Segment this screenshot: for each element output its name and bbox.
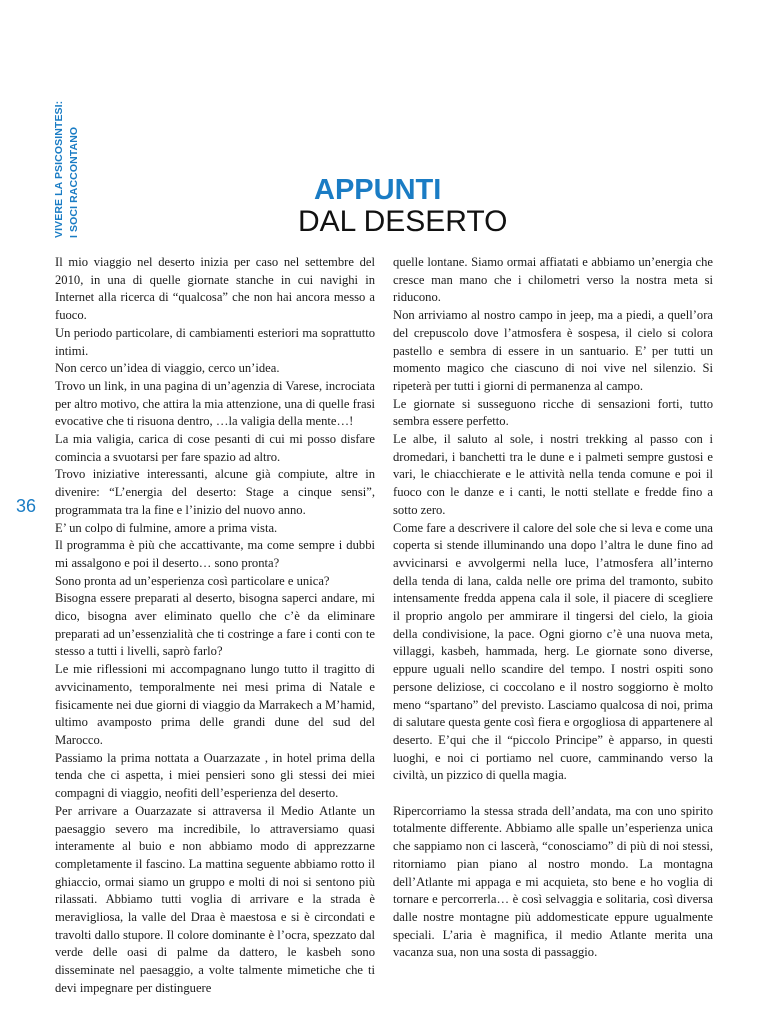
title-line1: APPUNTI (314, 174, 442, 206)
paragraph: Il mio viaggio nel deserto inizia per caso nel settembre del 2010, in una di quelle giornate stanche in cui navighi in Internet alla ricerca di “qualcosa” che non hai ancora messo a fuoco. (55, 255, 375, 323)
paragraph: Le giornate si susseguono ricche di sensazioni forti, tutto sembra essere perfetto. (393, 396, 713, 429)
section-label-line2: I SOCI RACCONTANO (68, 126, 80, 238)
paragraph: Come fare a descrivere il calore del sole che si leva e come una coperta si stende illuminando una dopo l’altra le dune fino ad avvicinarsi e avvolgermi nella luce, l’atmosfera all’interno della tenda di lana, calda nelle ore prima del tramonto, subito intensamente fredda appena cala il sole, il piacere di scegliere il proprio angolo per ammirare il tingersi del cielo, la gioia della condivisione, la pace. Ogni giorno c’è una nuova meta, villaggi, kasbeh, hammada, herg. Le giornate sono diverse, eppure uguali nello scandire del tempo. I nostri ospiti sono persone deliziose, ci coccolano e il nostro soggiorno è molto meno “spartano” del previsto. Lasciamo qualcosa di noi, prima di salutare questa gente così fiera e orgogliosa di appartenere al deserto. E’qui che il “piccolo Principe” è apparso, in questi luoghi, e noi ci portiamo nel cuore, camminando verso la civiltà, un pizzico di quella magia. (393, 520, 713, 783)
paragraph: La mia valigia, carica di cose pesanti di cui mi posso disfare comincia a svuotarsi per fare spazio ad altro. (55, 432, 375, 464)
paragraph: Trovo un link, in una pagina di un’agenzia di Varese, incrociata per altro motivo, che attira la mia attenzione, una di quelle frasi evocative che ti risuona dentro, …la valigia della mente…! (55, 378, 375, 429)
paragraph: E’ un colpo di fulmine, amore a prima vista. (55, 520, 278, 535)
paragraph: Il programma è più che accattivante, ma come sempre i dubbi mi assalgono e poi il deserto… sono pronta? (55, 538, 375, 570)
paragraph: Non cerco un’idea di viaggio, cerco un’idea. (55, 361, 280, 376)
paragraph: Trovo iniziative interessanti, alcune già compiute, altre in divenire: “L’energia del deserto: Stage a cinque sensi”, programmata tra la fine e l’inizio del nuovo anno. (55, 467, 375, 517)
paragraph: Non arriviamo al nostro campo in jeep, ma a piedi, a quell’ora del crepuscolo dove l’atmosfera è sospesa, il cielo si colora pastello e sembra di essere in un santuario. E’ per tutti un momento magico che ciascuno di noi vive nel silenzio. Si ripeterà per tutti i giorni di permanenza al campo. (393, 308, 713, 393)
paragraph: Un periodo particolare, di cambiamenti esteriori ma soprattutto intimi. (55, 325, 375, 358)
paragraph: Ripercorriamo la stessa strada dell’andata, ma con uno spirito totalmente differente. Abbiamo alle spalle un’esperienza unica che sappiamo non ci lascerà, “conosciamo” di più di noi stessi, ritorniamo pian piano al nostro mondo. La montagna dell’Atlante mi appaga e mi acquieta, sto bene e ho voglia di tornare e percorrerla… è così selvaggia e solitaria, così diversa dalle nostre montagne più addomesticate eppure ugualmente speciali. L’aria è magnifica, il medio Atlante merita una vacanza sua, non una sosta di passaggio. (393, 803, 713, 960)
paragraph: Le mie riflessioni mi accompagnano lungo tutto il tragitto di avvicinamento, temporalmente nei mesi prima di Natale e fisicamente nei due giorni di viaggio da Marrakech a M’hamid, ultimo avamposto prima delle grandi dune del sud del Marocco. (55, 662, 375, 747)
paragraph: Passiamo la prima nottata a Ouarzazate , in hotel prima della tenda che ci aspetta, i miei pensieri sono gli stessi dei miei compagni di viaggio, neofiti dell’esperienza del deserto. (55, 750, 375, 801)
page-number: 36 (16, 496, 37, 516)
section-label (52, 101, 82, 238)
paragraph: Sono pronta ad un’esperienza così particolare e unica? (55, 573, 330, 588)
paragraph: Per arrivare a Ouarzazate si attraversa il Medio Atlante un paesaggio severo ma incredibile, lo attraversiamo quasi interamente al buio e non abbiamo modo di apprezzarne completamente il fascino. La mattina seguente abbiamo rotto il ghiaccio, ormai siamo un gruppo e molti di noi si sentono più rilassati. Abbiamo tutti voglia di arrivare e la strada è meravigliosa, la valle del Draa è maestosa e si è circondati e travolti dallo stupore. Il colore dominante è l’ocra, spezzato dal verde delle oasi di palme da dattero, le kasbeh sono disseminate nel paesaggio, a volte talmente mimetiche che ti devi impegnare per distinguere (55, 803, 375, 995)
title-line2: DAL DESERTO (298, 205, 508, 238)
paragraph: Le albe, il saluto al sole, i nostri trekking al passo con i dromedari, i banchetti tra le dune e i palmeti sempre gustosi e vari, le chiacchierate e le attività nella tenda comune e poi il fuoco con le danze e i canti, le notti stellate e fredde fino a sotto zero. (393, 432, 713, 517)
article-title (298, 174, 738, 238)
paragraph: quelle lontane. Siamo ormai affiatati e abbiamo un’energia che cresce man mano che i chilometri verso la nostra meta si riducono. (393, 255, 713, 305)
left-column (55, 254, 375, 998)
section-label-line1: VIVERE LA PSICOSINTESI: (53, 100, 65, 238)
right-column (393, 254, 713, 962)
paragraph: Bisogna essere preparati al deserto, bisogna saperci andare, mi dico, bisogna aver eliminato quello che c’è da eliminare preparati ad un’essenzialità che ti costringe a fare i conti con te stesso a tutti i livelli, saprò farlo? (55, 591, 375, 659)
